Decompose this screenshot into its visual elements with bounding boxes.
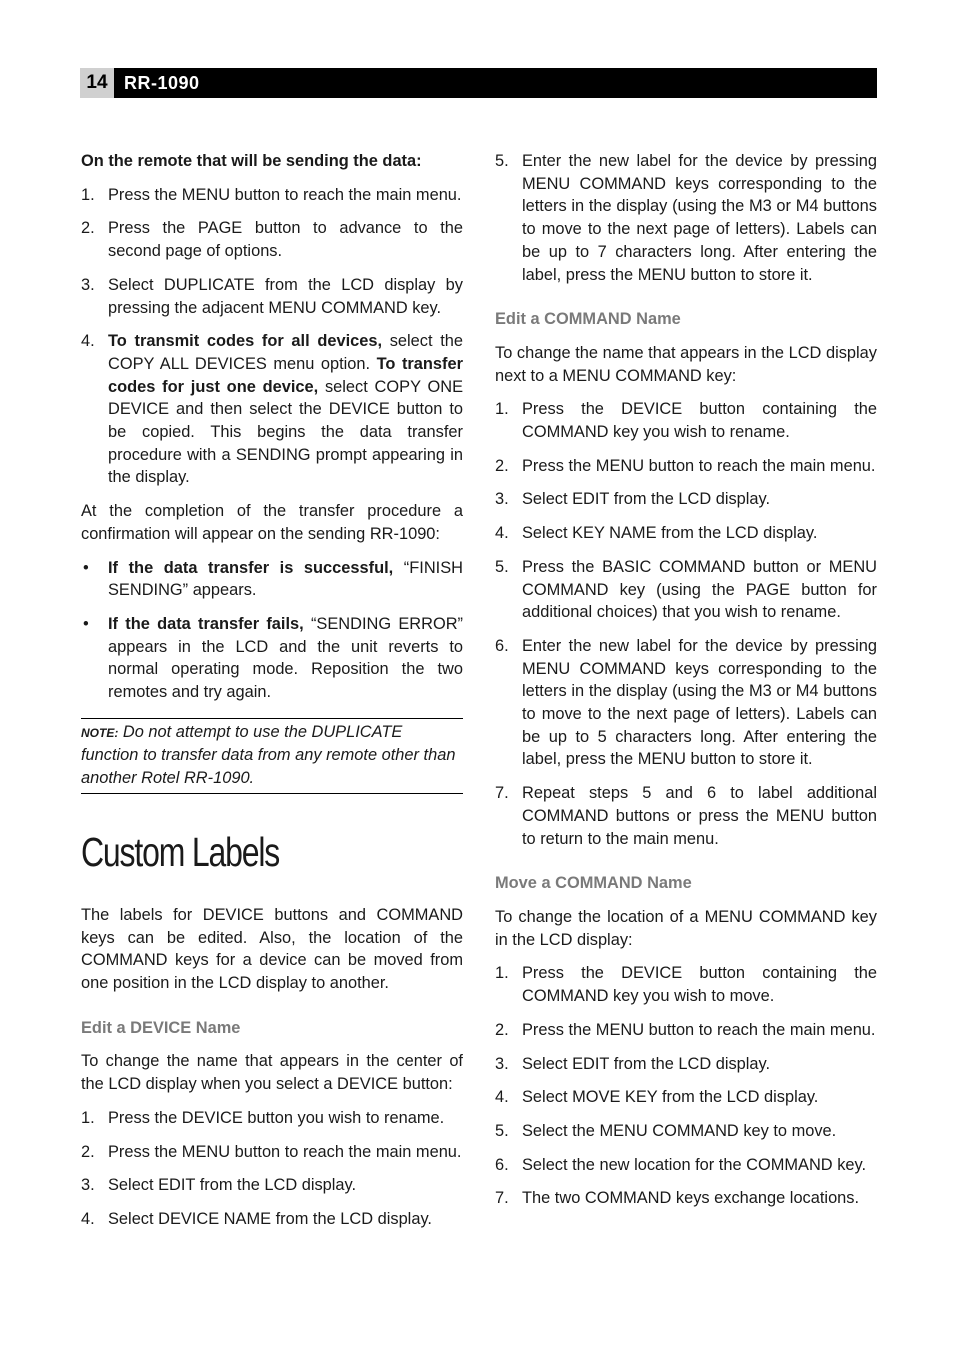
edit-device-intro: To change the name that appears in the center of the LCD display when you select a DEVICE button:: [81, 1052, 463, 1094]
sending-remote-heading: On the remote that will be sending the data:: [81, 152, 422, 170]
list-item: 6. Enter the new label for the device by pressing MENU COMMAND keys corresponding to the letters in the display (using the M3 or M4 buttons to move to the next page of letters). Labels can be up to 5 characters long. After entering the label, press the MENU button to store it.: [495, 636, 877, 769]
list-item: 5. Enter the new label for the device by pressing MENU COMMAND keys corresponding to the letters in the display (using the M3 or M4 buttons to move to the next page of letters). Labels can be up to 7 characters long. After entering the label, press the MENU button to store it.: [495, 152, 877, 284]
list-item: 5. Select the MENU COMMAND key to move.: [495, 1121, 837, 1140]
edit-device-steps: [81, 1107, 463, 1231]
move-command-heading: Move a COMMAND Name: [495, 874, 692, 893]
list-item: 3. Select EDIT from the LCD display.: [81, 1176, 357, 1195]
list-item: • If the data transfer is successful, “FINISH SENDING” appears.: [83, 558, 463, 600]
left-column: [81, 150, 463, 1242]
result-bullets: [81, 557, 463, 704]
list-item: 1. Press the DEVICE button you wish to rename.: [81, 1108, 445, 1127]
list-item: 3. Select EDIT from the LCD display.: [495, 490, 771, 509]
list-item: 1. Press the MENU button to reach the main menu.: [81, 185, 462, 204]
model-name: RR-1090: [124, 73, 200, 93]
edit-command-heading: Edit a COMMAND Name: [495, 310, 681, 329]
section-title: Custom Labels: [81, 828, 280, 875]
edit-command-steps: [495, 398, 877, 850]
list-item: 4. Select KEY NAME from the LCD display.: [495, 524, 818, 543]
note-box: [81, 718, 463, 794]
list-item: 4. Select MOVE KEY from the LCD display.: [495, 1088, 819, 1107]
list-item: 2. Press the MENU button to reach the main menu.: [81, 1142, 462, 1161]
list-item: 5. Press the BASIC COMMAND button or MENU COMMAND key (using the PAGE button for additional choices) that you wish to rename.: [495, 557, 877, 622]
edit-command-intro: To change the name that appears in the LCD display next to a MENU COMMAND key:: [495, 343, 877, 385]
sending-steps-list: [81, 184, 463, 489]
list-item: 3. Select EDIT from the LCD display.: [495, 1054, 771, 1073]
list-item: 1. Press the DEVICE button containing the COMMAND key you wish to rename.: [495, 400, 877, 442]
move-command-intro: To change the location of a MENU COMMAND key in the LCD display:: [495, 907, 877, 949]
move-command-steps: [495, 962, 877, 1210]
list-item: 1. Press the DEVICE button containing the COMMAND key you wish to move.: [495, 964, 877, 1006]
page-number: 14: [80, 68, 114, 98]
list-item: 4. Select DEVICE NAME from the LCD display.: [81, 1209, 432, 1228]
list-item: 2. Press the MENU button to reach the main menu.: [495, 456, 876, 475]
edit-device-heading: Edit a DEVICE Name: [81, 1018, 241, 1037]
note-text: Do not attempt to use the DUPLICATE function to transfer data from any remote other than another Rotel RR-1090.: [81, 722, 456, 788]
list-item: 4. To transmit codes for all devices, select the COPY ALL DEVICES menu option. To transfer codes for just one device, select COPY ONE DEVICE and then select the DEVICE button to be copied. This begins the data transfer procedure with a SENDING prompt appearing in the display.: [81, 332, 463, 487]
list-item: • If the data transfer fails, “SENDING ERROR” appears in the LCD and the unit reverts to normal operating mode. Reposition the two remotes and try again.: [83, 614, 463, 702]
edit-device-steps-continued: [495, 150, 877, 286]
page-header-bar: [80, 68, 877, 98]
note-label: NOTE:: [81, 725, 119, 740]
list-item: 7. Repeat steps 5 and 6 to label additional COMMAND buttons or press the MENU button to return to the main menu.: [495, 784, 877, 848]
list-item: 6. Select the new location for the COMMAND key.: [495, 1155, 867, 1174]
list-item: 7. The two COMMAND keys exchange locations.: [495, 1189, 860, 1208]
list-item: 2. Press the PAGE button to advance to the second page of options.: [81, 219, 463, 261]
section-intro: The labels for DEVICE buttons and COMMAND keys can be edited. Also, the location of the COMMAND keys for a device can be moved from one position in the LCD display to another.: [81, 905, 463, 992]
completion-paragraph: At the completion of the transfer procedure a confirmation will appear on the sending RR-1090:: [81, 502, 463, 543]
list-item: 2. Press the MENU button to reach the main menu.: [495, 1020, 876, 1039]
right-column: [495, 150, 877, 1221]
list-item: 3. Select DUPLICATE from the LCD display by pressing the adjacent MENU COMMAND key.: [81, 275, 463, 317]
